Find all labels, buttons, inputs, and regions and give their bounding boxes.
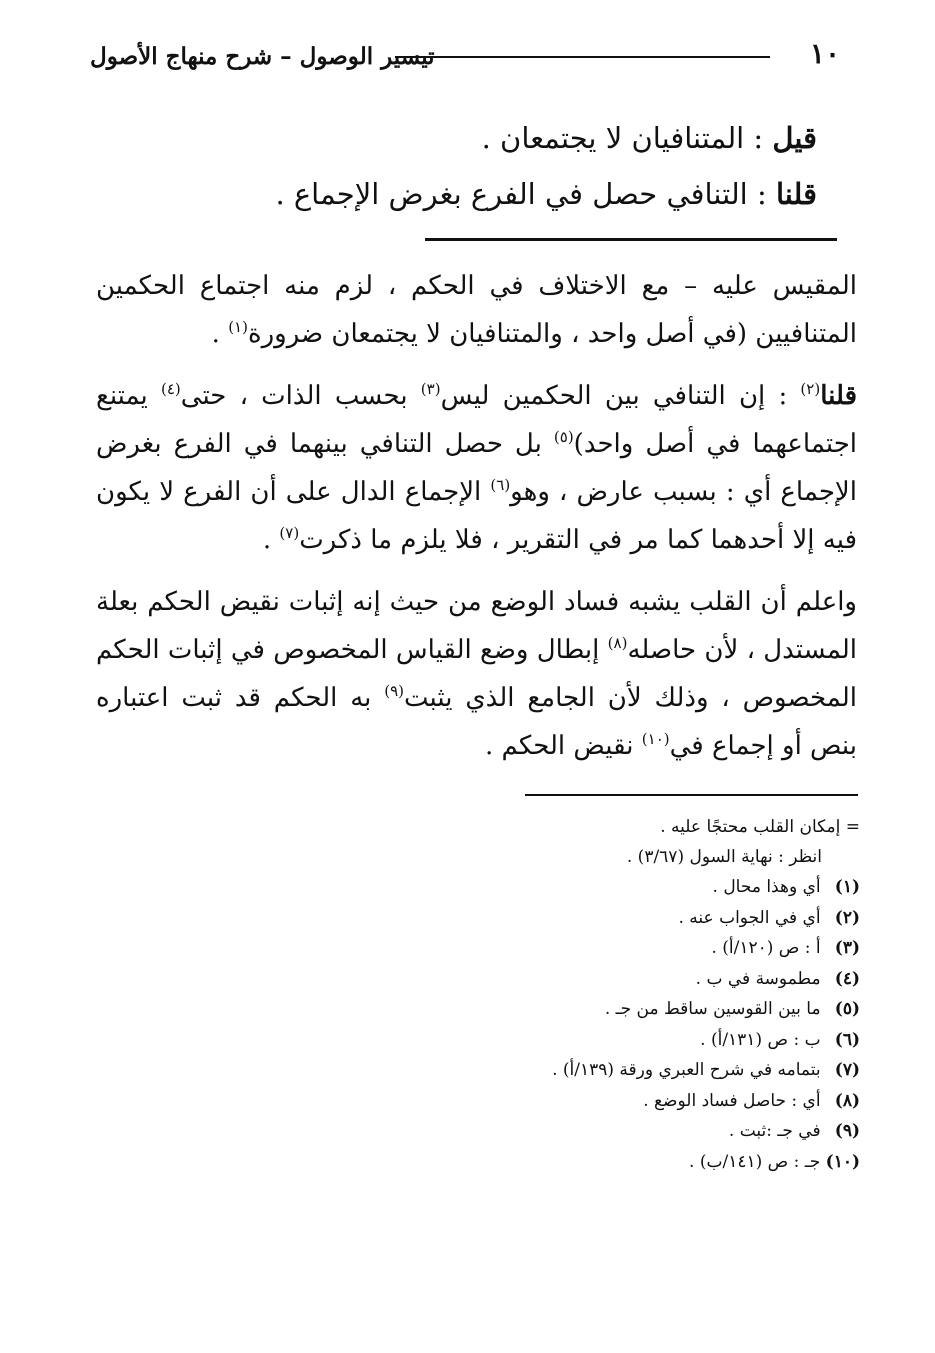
- paragraph-1: [96, 262, 857, 358]
- footnote-number: (١): [834, 877, 860, 897]
- running-title: تيسير الوصول – شرح منهاج الأصول: [90, 43, 435, 70]
- p1-text: المقيس عليه – مع الاختلاف في الحكم ، لزم منه اجتماع الحكمين المتنافيين (في أصل واحد ، والمتنافيان لا يجتمعان ضرورة: [96, 271, 857, 349]
- footnote-text: أي : حاصل فساد الوضع .: [643, 1090, 821, 1111]
- matn-line-1: [297, 110, 817, 166]
- p2-label-qulna: قلنا: [820, 381, 857, 411]
- paragraph-2: [96, 372, 857, 564]
- footnote-item: [160, 903, 860, 934]
- footnote-item: [160, 1086, 860, 1117]
- footnote-ref-3: (٣): [420, 380, 441, 398]
- footnote-continuation-1: = إمكان القلب محتجًا عليه .: [660, 817, 860, 837]
- footnote-number: (٥): [834, 999, 860, 1019]
- footnote-text: بتمامه في شرح العبري ورقة (١٣٩/أ) .: [552, 1060, 821, 1080]
- footnote-text: جـ : ص (١٤١/ب) .: [689, 1151, 821, 1172]
- p2-end: .: [262, 525, 280, 555]
- matn-block: [275, 110, 817, 222]
- footnote-ref-7: (٧): [279, 524, 300, 542]
- footnote-number: (٦): [834, 1029, 860, 1050]
- footnote-ref-6: (٦): [490, 476, 511, 494]
- p3-text-d: نقيض الحكم .: [485, 731, 642, 761]
- footnote-ref-1: (١): [228, 318, 248, 336]
- footnote-text: ب : ص (١٣١/أ) .: [700, 1029, 821, 1050]
- footnotes: [160, 812, 860, 1177]
- matn-label-qil: قيل: [772, 121, 817, 155]
- footnote-number: (٧): [834, 1060, 860, 1080]
- footnote-ref-10: (١٠): [641, 730, 670, 748]
- page-header: [90, 34, 840, 80]
- p2-text-c: يمتنع اجتماعهما في أصل واحد): [96, 381, 857, 459]
- footnote-item: [160, 1025, 860, 1056]
- footnote-number: (٤): [834, 968, 860, 989]
- p3-text-b: إبطال وضع القياس المخصوص في إثبات الحكم المخصوص ، وذلك لأن الجامع الذي يثبت: [96, 635, 857, 713]
- footnote-number: (١٠): [825, 1151, 860, 1172]
- footnote-text: أي وهذا محال .: [712, 877, 821, 897]
- footnote-number: (٨): [834, 1090, 860, 1111]
- matn-text-2: : التنافي حصل في الفرع بغرض الإجماع .: [275, 177, 776, 211]
- matn-label-qulna: قلنا: [775, 177, 817, 211]
- footnote-text: ما بين القوسين ساقط من جـ .: [604, 999, 821, 1019]
- footnote-text: أي في الجواب عنه .: [678, 907, 821, 928]
- commentary-body: [96, 262, 857, 784]
- p2-text-a: : إن التنافي بين الحكمين ليس: [440, 381, 801, 411]
- p2-text-d: بل حصل التنافي بينهما في الفرع بغرض الإجماع أي : بسبب عارض ، وهو: [96, 429, 857, 507]
- header-rule: [395, 56, 770, 58]
- footnote-ref-9: (٩): [384, 682, 405, 700]
- footnote-text: مطموسة في ب .: [695, 968, 821, 989]
- footnote-ref-4: (٤): [161, 380, 181, 398]
- p3-text-a: واعلم أن القلب يشبه فساد الوضع من حيث إنه إثبات نقيض الحكم بعلة المستدل ، لأن حاصله: [96, 587, 858, 665]
- footnote-number: (٩): [834, 1121, 860, 1141]
- footnote-separator-rule: [525, 794, 858, 796]
- footnote-ref-8: (٨): [607, 634, 628, 652]
- footnote-text: أ : ص (١٢٠/أ) .: [711, 938, 821, 958]
- footnote-item: [160, 1116, 860, 1147]
- footnote-item: [160, 933, 860, 964]
- footnote-item: [160, 1055, 860, 1086]
- footnote-continuation-2: انظر : نهاية السول (٣/٦٧) .: [626, 847, 822, 867]
- p2-text-b: بحسب الذات ، حتى: [180, 381, 421, 411]
- paragraph-3: [96, 578, 857, 770]
- footnote-item: [160, 964, 860, 995]
- footnote-ref-5: (٥): [553, 428, 574, 446]
- p3-text-c: به الحكم قد ثبت اعتباره بنص أو إجماع في: [96, 683, 857, 761]
- footnote-ref-2: (٢): [800, 380, 821, 398]
- p2-text-e: الإجماع الدال على أن الفرع لا يكون فيه إلا أحدهما كما مر في التقرير ، فلا يلزم ما ذكرت: [96, 477, 857, 555]
- footnote-number: (٢): [834, 907, 860, 928]
- footnote-number: (٣): [834, 938, 860, 958]
- matn-separator-rule: [425, 238, 837, 241]
- matn-line-2: [275, 166, 817, 222]
- p1-end: .: [211, 319, 229, 349]
- page-number: ١٠: [809, 37, 840, 70]
- matn-text-1: : المتنافيان لا يجتمعان .: [481, 121, 773, 155]
- footnote-item: [160, 1147, 860, 1178]
- footnote-item: [160, 872, 860, 903]
- footnote-item: [160, 994, 860, 1025]
- footnote-text: في جـ :ثبت .: [728, 1121, 821, 1141]
